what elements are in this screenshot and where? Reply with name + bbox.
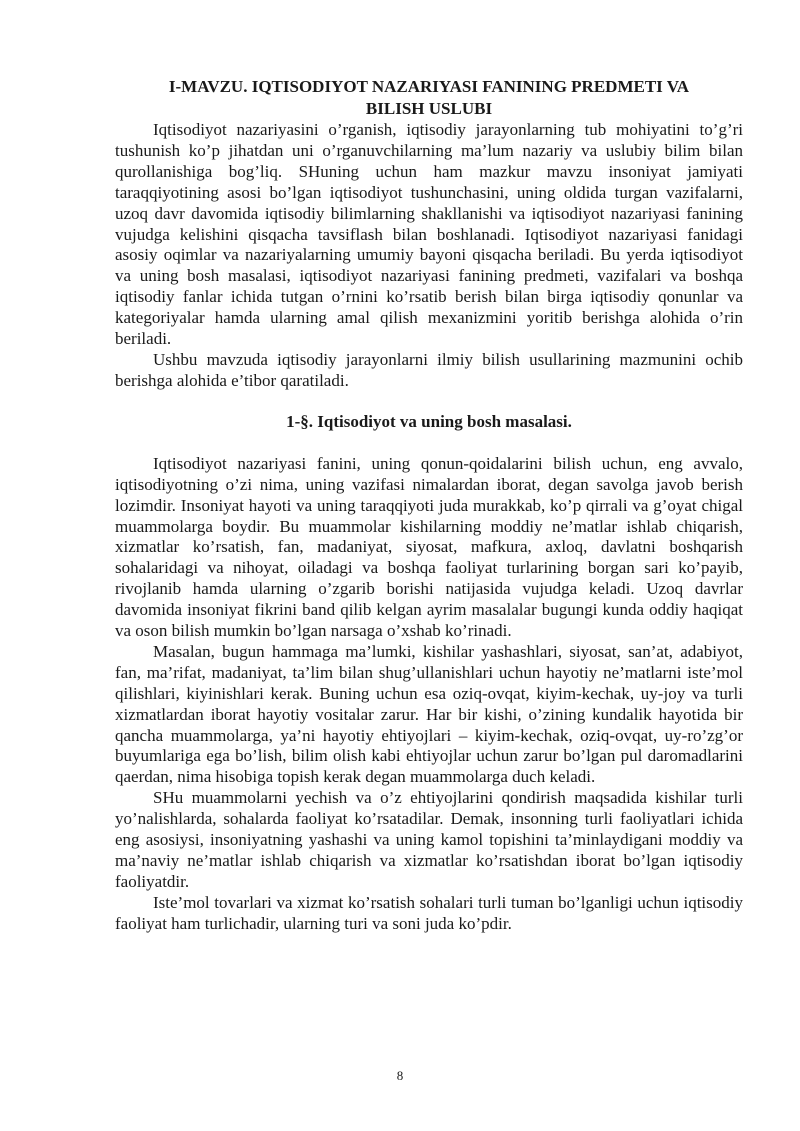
section-heading: 1-§. Iqtisodiyot va uning bosh masalasi. <box>286 411 572 431</box>
section-paragraph-1: Iqtisodiyot nazariyasi fanini, uning qonun-qoidalarini bilish uchun, eng avvalo, iqtisodiyotning o’zi nima, uning vazifasi nimalardan iborat, degan savolga javob berish lozimdir. Insoniyat hayoti va uning taraqqiyoti juda murakkab, ko’p qirrali va g’oyat chigal muammolarga boydir. Bu muammolar kishilarning moddiy ne’matlar ishlab chiqarish, xizmatlar ko’rsatish, fan, madaniyat, siyosat, mafkura, axloq, davlatni boshqarish sohalaridagi va nihoyat, oiladagi va boshqa faoliyat turlarining borgan sari ko’payib, rivojlanib hamda ularning o’zgarib borishi natijasida vujudga keladi. Uzoq davrlar davomida insoniyat fikrini band qilib kelgan ayrim masalalar bugungi kunda oddiy haqiqat va oson bilish mumkin bo’lgan narsaga o’xshab ko’rinadi. <box>115 453 743 641</box>
intro-paragraph-2: Ushbu mavzuda iqtisodiy jarayonlarni ilmiy bilish usullarining mazmunini ochib berishga alohida e’tibor qaratiladi. <box>115 349 743 390</box>
page-number: 8 <box>396 1068 404 1083</box>
section-paragraph-2: Masalan, bugun hammaga ma’lumki, kishilar yashashlari, siyosat, san’at, adabiyot, fan, ma’rifat, madaniyat, ta’lim bilan shug’ullanishlari uchun hayotiy ne’matlarni iste’mol qilishlari, kiyinishlari kerak. Buning uchun esa oziq-ovqat, kiyim-kechak, uy-joy va turli xizmatlardan iborat hayotiy vositalar zarur. Har bir kishi, o’zining kundalik hayotida bir qancha muammolarga, ya’ni hayotiy ehtiyojlari – kiyim-kechak, oziq-ovqat, uy-ro’zg’or buyumlariga ega bo’lish, bilim olish kabi ehtiyojlar uchun zarur bo’lgan pul daromadlarini qaerdan, nima hisobiga topish kerak degan muammolarga duch keladi. <box>115 641 743 787</box>
chapter-title <box>115 76 743 120</box>
document-page <box>115 76 743 935</box>
chapter-title-line2: BILISH USLUBI <box>365 99 493 118</box>
chapter-title-line1: I-MAVZU. IQTISODIYOT NAZARIYASI FANINING PREDMETI VA <box>168 77 690 96</box>
section-paragraph-4: Iste’mol tovarlari va xizmat ko’rsatish sohalari turli tuman bo’lganligi uchun iqtisodiy faoliyat ham turlichadir, ularning turi va soni juda ko’pdir. <box>115 892 743 933</box>
section-paragraph-3: SHu muammolarni yechish va o’z ehtiyojlarini qondirish maqsadida kishilar turli yo’nalishlarda, sohalarda faoliyat ko’rsatadilar. Demak, insonning turli faoliyatlari ichida eng asosiysi, insoniyatning yashashi va uning kamol topishini ta’minlaydigani moddiy va ma’naviy ne’matlar ishlab chiqarish va xizmatlar ko’rsatishdan iborat bo’lgan iqtisodiy faoliyatdir. <box>115 788 743 891</box>
intro-paragraph-1: Iqtisodiyot nazariyasini o’rganish, iqtisodiy jarayonlarning tub mohiyatini to’g’ri tushunish ko’p jihatdan uni o’rganuvchilarning ma’lum nazariy va uslubiy bilim bilan qurollanishiga bog’liq. SHuning uchun ham mazkur mavzu insoniyat jamiyati taraqqiyotining asosi bo’lgan iqtisodiyot tushunchasini, uning oldida turgan vazifalarni, uzoq davr davomida iqtisodiy bilimlarning shakllanishi va iqtisodiyot nazariyasi fanining vujudga kelishini qisqacha tavsiflash bilan boshlanadi. Iqtisodiyot nazariyasi fanidagi asosiy oqimlar va nazariyalarning umumiy bayoni qisqacha beriladi. Bu yerda iqtisodiyot va uning bosh masalasi, iqtisodiyot nazariyasi fanining predmeti, vazifalari va boshqa iqtisodiy fanlar ichida tutgan o’rnini ko’rsatib berish bilan birga iqtisodiy qonunlar va kategoriyalar hamda ularning amal qilish mexanizmini yoritib berishga alohida o’rin beriladi. <box>115 120 743 349</box>
